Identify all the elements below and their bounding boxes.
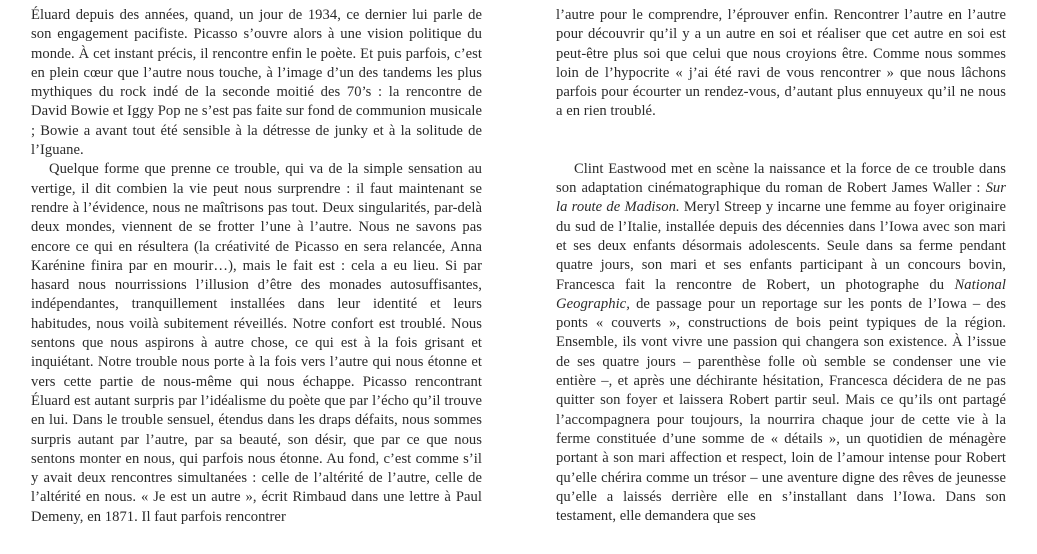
paragraph (31, 160, 482, 527)
left-page-text (31, 6, 482, 527)
paragraph-text: de passage pour un reportage sur les ponts de l’Iowa – des ponts « couverts », constructions de bois peint typiques de la région. Ensemble, ils vont vivre une passion qui changera son existence. À l’issue de ses quatre jours – parenthèse folle où semble se condenser une vie entière –, et après une déchirante hésitation, Francesca décidera de ne pas quitter son foyer et laissera Robert partir seul. Mais ce qu’ils ont partagé l’accompagnera pour toujours, la nourrira chaque jour de cette vie à la ferme constituée d’une somme de « détails », un quotidien de ménagère portant à son mari affection et respect, loin de l’amour intense pour Robert qu’elle chérira comme un trésor – une aventure digne des rêves de jeunesse qu’elle a laissés derrière elle en s’installant dans l’Iowa. Dans son testament, elle demandera que ses (556, 295, 1006, 525)
right-page-text (556, 6, 1006, 526)
paragraph (556, 160, 1006, 527)
italic-title: Sur la route de Madison. (556, 180, 1006, 216)
paragraph-text: Clint Eastwood met en scène la naissance et la force de ce trouble dans son adaptation cinématographique du roman de Robert James Waller : (556, 160, 1006, 197)
paragraph-text: Éluard depuis des années, quand, un jour de 1934, ce dernier lui parle de son engagement pacifiste. Picasso s’ouvre alors à une vision politique du monde. À cet instant précis, il rencontre enfin le poète. Et puis parfois, c’est en plein cœur que l’autre nous touche, à l’image d’un des tandems les plus mythiques du rock indé de la seconde moitié des 70’s : la rencontre de David Bowie et Iggy Pop ne s’est pas faite sur fond de communion musicale ; Bowie a avant tout été sensible à la détresse de junky et à la solitude de l’Iguane. (31, 7, 482, 159)
paragraph (556, 6, 1006, 122)
paragraph-text: l’autre pour le comprendre, l’éprouver enfin. Rencontrer l’autre en l’autre pour découvrir qu’il y a un autre en soi et réaliser que cet autre en soi est peut-être plus soi que celui que nous croyions être. Comme nous sommes loin de l’hypocrite « j’ai été ravi de vous rencontrer » que nous lâchons parfois pour écourter un rendez-vous, d’autant plus ennuyeux qu’il ne nous a en rien troublé. (556, 7, 1006, 120)
italic-title: National Geographic, (556, 276, 1006, 312)
paragraph-spacer (556, 122, 1006, 160)
paragraph-text: Meryl Streep y incarne une femme au foyer originaire du sud de l’Italie, installée depuis des décennies dans l’Iowa avec son mari et ses deux enfants désormais adolescents. Seule dans sa ferme pendant quatre jours, son mari et ses enfants participant à un concours bovin, Francesca fait la rencontre de Robert, un photographe du (556, 199, 1006, 293)
paragraph-text: Quelque forme que prenne ce trouble, qui va de la simple sensation au vertige, il dit combien la vie peut nous surprendre : il faut maintenant se rendre à l’évidence, nous ne maîtrisons pas tout. Deux singularités, par-delà deux mondes, viennent de se frotter l’une à l’autre. Nous ne savons pas encore ce qui en résultera (la créativité de Picasso en sera relancée, Anna Karénine finira par en mourir…), mais le fait est : cela a eu lieu. Si par hasard nous nourrissions l’illusion d’être des monades autosuffisantes, indépendantes, tranquillement installées dans leur identité et leurs habitudes, nous voilà subitement réveillés. Notre confort est troublé. Nous sentons que nous aspirons à autre chose, ce qui est à la fois grisant et inquiétant. Notre trouble nous porte à la fois vers l’autre qui nous étonne et vers cette partie de nous-même qui nous échappe. Picasso rencontrant Éluard est autant surpris par l’idéalisme du poète que par l’écho qu’il trouve en lui. Dans le trouble sensuel, étendus dans les draps défaits, nous sommes surpris autant par l’autre, par sa beauté, son désir, que par ce que nous sentons monter en nous, qui parfois nous étonne. Au fond, c’est comme s’il y avait deux rencontres simultanées : celle de l’altérité de l’autre, celle de l’altérité en nous. « Je est un autre », écrit Rimbaud dans une lettre à Paul Demeny, en 1871. Il faut parfois rencontrer (31, 161, 482, 525)
paragraph (31, 6, 482, 160)
